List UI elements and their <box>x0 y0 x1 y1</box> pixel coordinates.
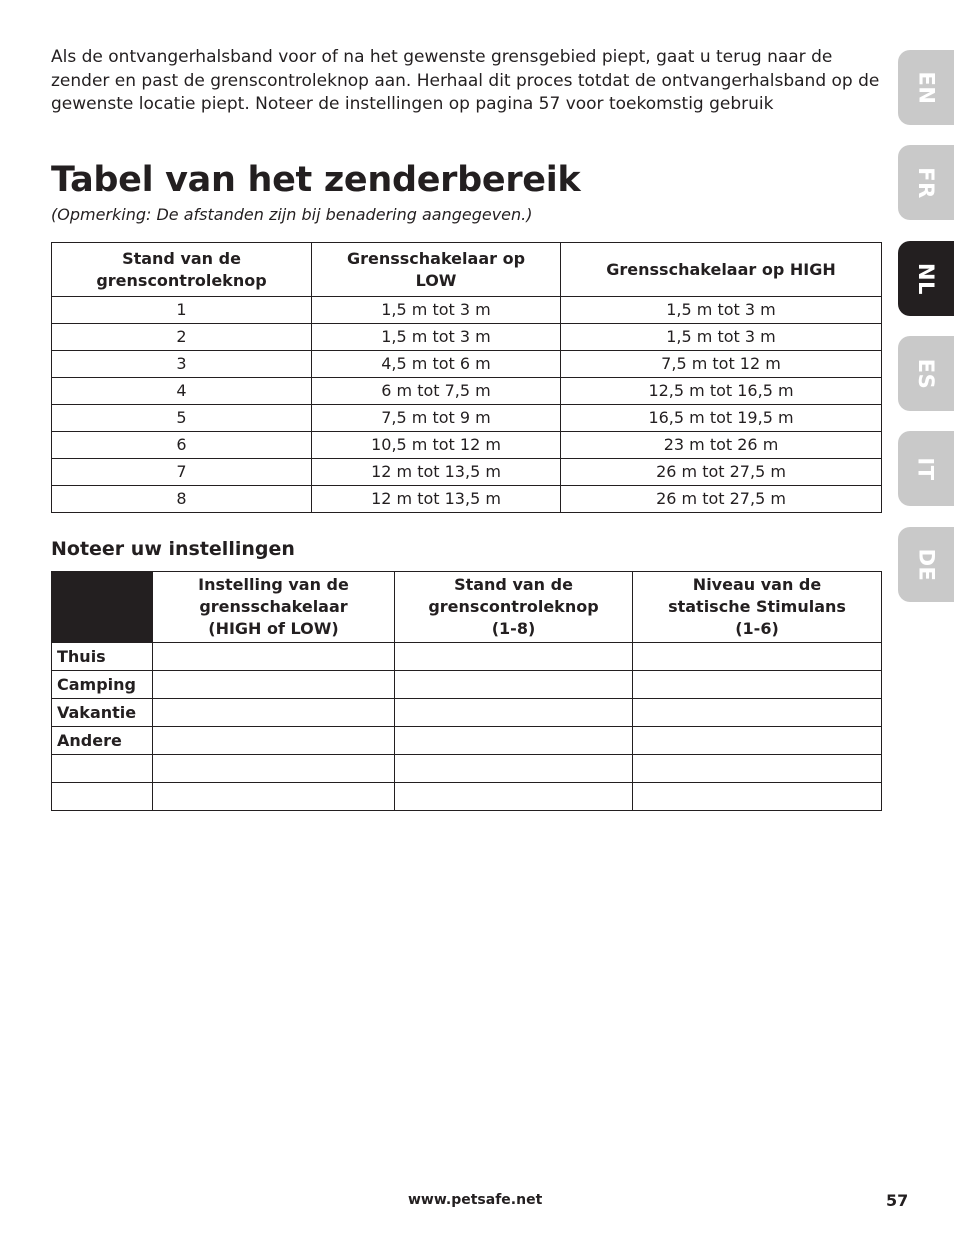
header-stimulation-level: Niveau van de statische Stimulans (1-6) <box>633 572 882 643</box>
stimulation-level-cell <box>633 671 882 699</box>
dial-position-cell: 8 <box>52 486 312 513</box>
table-row <box>52 783 882 811</box>
language-tab-en[interactable] <box>898 50 954 125</box>
high-range-cell: 16,5 m tot 19,5 m <box>561 405 882 432</box>
switch-setting-cell <box>153 671 395 699</box>
switch-setting-cell <box>153 699 395 727</box>
dial-position-cell <box>395 699 633 727</box>
dial-position-cell: 1 <box>52 297 312 324</box>
language-tab-label: DE <box>914 548 938 581</box>
switch-setting-cell <box>153 783 395 811</box>
table-row <box>52 755 882 783</box>
table-row <box>52 459 882 486</box>
page-number: 57 <box>886 1191 909 1210</box>
header-high: Grensschakelaar op HIGH <box>561 243 882 297</box>
high-range-cell: 7,5 m tot 12 m <box>561 351 882 378</box>
low-range-cell: 12 m tot 13,5 m <box>312 459 561 486</box>
dial-position-cell <box>395 727 633 755</box>
record-settings-title: Noteer uw instellingen <box>51 538 295 560</box>
language-tab-label: ES <box>913 358 938 389</box>
location-label: Vakantie <box>52 699 153 727</box>
language-tab-fr[interactable] <box>898 145 954 220</box>
table-row <box>52 727 882 755</box>
table-row <box>52 671 882 699</box>
stimulation-level-cell <box>633 727 882 755</box>
high-range-cell: 26 m tot 27,5 m <box>561 486 882 513</box>
header-dial-position: Stand van de grenscontroleknop <box>52 243 312 297</box>
table-row <box>52 405 882 432</box>
language-tab-label: NL <box>914 262 938 295</box>
header-corner-cell <box>52 572 153 643</box>
language-tab-it[interactable] <box>898 431 954 506</box>
dial-position-cell <box>395 643 633 671</box>
switch-setting-cell <box>153 643 395 671</box>
location-label: Camping <box>52 671 153 699</box>
footer-url[interactable]: www.petsafe.net <box>408 1192 543 1208</box>
switch-setting-cell <box>153 727 395 755</box>
page-title: Tabel van het zenderbereik <box>51 160 581 200</box>
distance-note: (Opmerking: De afstanden zijn bij benadering aangegeven.) <box>51 205 533 224</box>
high-range-cell: 1,5 m tot 3 m <box>561 297 882 324</box>
low-range-cell: 4,5 m tot 6 m <box>312 351 561 378</box>
header-switch-setting: Instelling van de grensschakelaar (HIGH of LOW) <box>153 572 395 643</box>
dial-position-cell: 5 <box>52 405 312 432</box>
low-range-cell: 12 m tot 13,5 m <box>312 486 561 513</box>
header-dial-position: Stand van de grenscontroleknop (1-8) <box>395 572 633 643</box>
low-range-cell: 6 m tot 7,5 m <box>312 378 561 405</box>
language-tab-label: IT <box>913 456 938 481</box>
location-label <box>52 755 153 783</box>
dial-position-cell <box>395 671 633 699</box>
stimulation-level-cell <box>633 643 882 671</box>
high-range-cell: 1,5 m tot 3 m <box>561 324 882 351</box>
record-settings-table <box>51 571 882 811</box>
stimulation-level-cell <box>633 755 882 783</box>
language-tab-de[interactable] <box>898 527 954 602</box>
range-table-header-row <box>52 243 882 297</box>
table-row <box>52 297 882 324</box>
table-row <box>52 378 882 405</box>
transmitter-range-table <box>51 242 882 513</box>
dial-position-cell: 7 <box>52 459 312 486</box>
low-range-cell: 10,5 m tot 12 m <box>312 432 561 459</box>
table-row <box>52 432 882 459</box>
stimulation-level-cell <box>633 699 882 727</box>
high-range-cell: 12,5 m tot 16,5 m <box>561 378 882 405</box>
dial-position-cell: 3 <box>52 351 312 378</box>
low-range-cell: 7,5 m tot 9 m <box>312 405 561 432</box>
dial-position-cell: 4 <box>52 378 312 405</box>
record-table-header-row <box>52 572 882 643</box>
header-low: Grensschakelaar op LOW <box>312 243 561 297</box>
high-range-cell: 26 m tot 27,5 m <box>561 459 882 486</box>
dial-position-cell <box>395 755 633 783</box>
language-tab-label: EN <box>913 71 938 104</box>
table-row <box>52 324 882 351</box>
language-tab-es[interactable] <box>898 336 954 411</box>
low-range-cell: 1,5 m tot 3 m <box>312 297 561 324</box>
table-row <box>52 699 882 727</box>
switch-setting-cell <box>153 755 395 783</box>
dial-position-cell: 2 <box>52 324 312 351</box>
location-label: Andere <box>52 727 153 755</box>
location-label <box>52 783 153 811</box>
intro-paragraph: Als de ontvangerhalsband voor of na het gewenste grensgebied piept, gaat u terug naar de zender en past de grenscontroleknop aan. Herhaal dit proces totdat de ontvangerhalsband op de gewenste locatie piept. Noteer de instellingen op pagina 57 voor toekomstig gebruik <box>51 47 880 114</box>
stimulation-level-cell <box>633 783 882 811</box>
low-range-cell: 1,5 m tot 3 m <box>312 324 561 351</box>
dial-position-cell: 6 <box>52 432 312 459</box>
location-label: Thuis <box>52 643 153 671</box>
language-tab-nl[interactable] <box>898 241 954 316</box>
table-row <box>52 351 882 378</box>
table-row <box>52 486 882 513</box>
high-range-cell: 23 m tot 26 m <box>561 432 882 459</box>
table-row <box>52 643 882 671</box>
language-tab-label: FR <box>913 166 938 199</box>
dial-position-cell <box>395 783 633 811</box>
